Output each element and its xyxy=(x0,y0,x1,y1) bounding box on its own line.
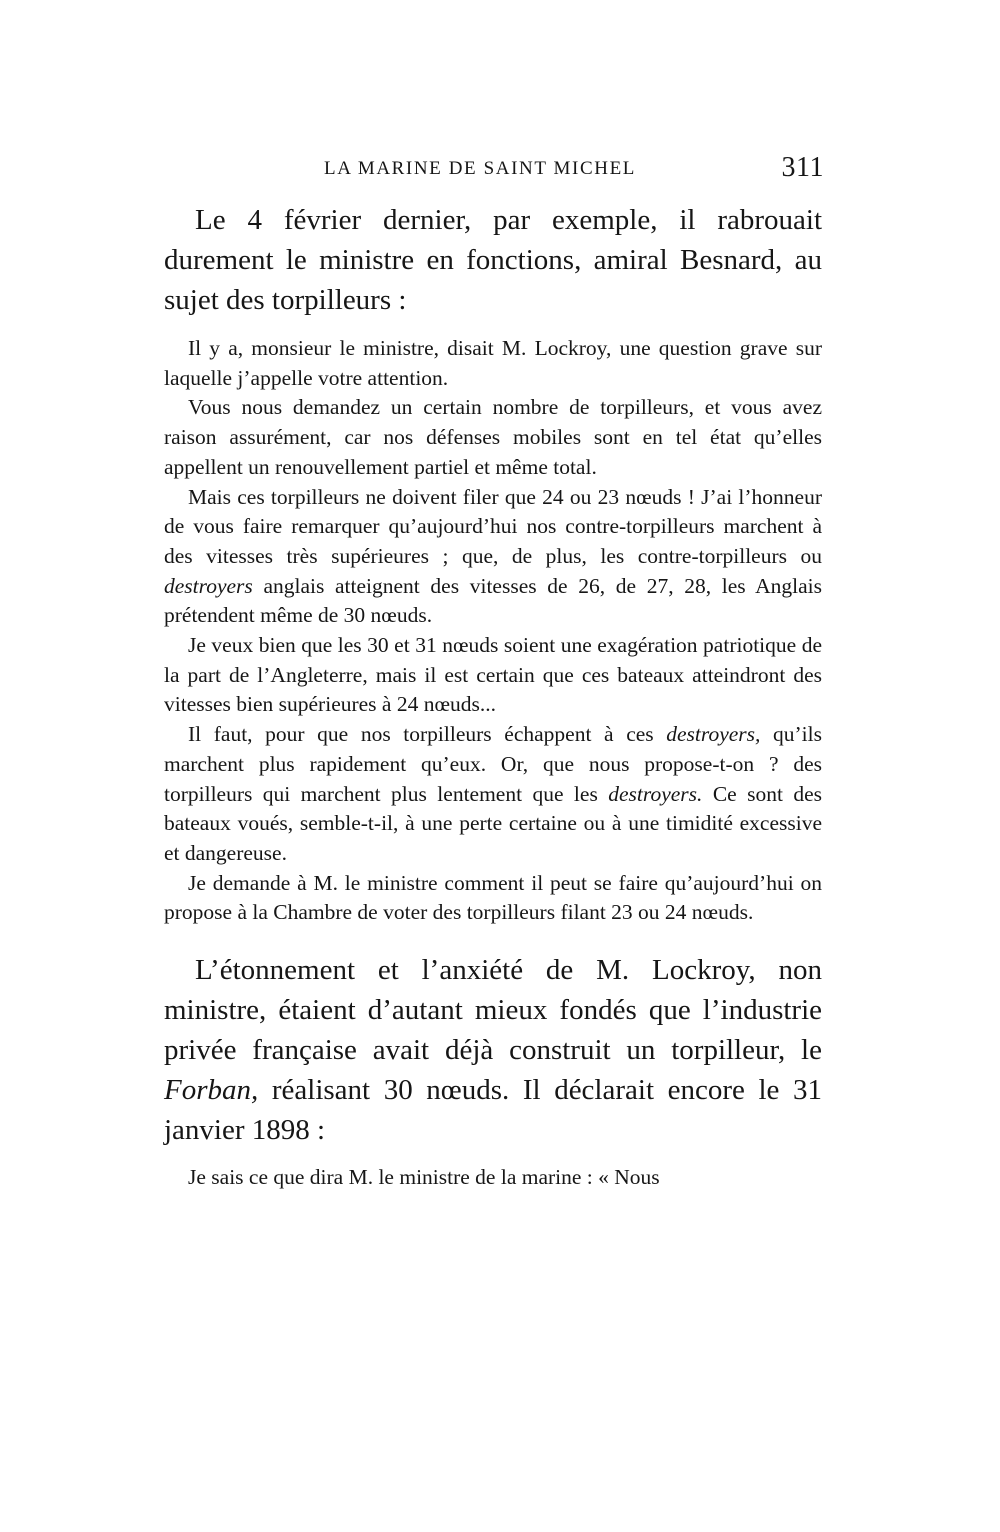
quoted-paragraph-6: Je demande à M. le ministre comment il peut se faire qu’aujourd’hui on propose à la Chambre de voter des torpilleurs filant 23 ou 24 nœuds. xyxy=(164,870,822,925)
quoted-paragraph-2: Vous nous demandez un certain nombre de torpilleurs, et vous avez raison assurément, car nos défenses mobiles sont en tel état qu’elles appellent un renouvellement partiel et même total. xyxy=(164,395,822,479)
page-body xyxy=(164,200,822,1193)
running-title: LA MARINE DE SAINT MICHEL xyxy=(324,158,636,179)
quote-5-text-2: qu’ils marchent plus rapidement qu’eux. Or, que nous propose-t-on ? des torpilleurs qui marchent plus lentement que les xyxy=(164,722,822,806)
quoted-paragraph-4: Je veux bien que les 30 et 31 nœuds soient une exagération patriotique de la part de l’Angleterre, mais il est certain que ces bateaux atteindront des vitesses bien supérieures à 24 nœuds... xyxy=(164,633,822,717)
commentary-paragraph xyxy=(164,950,822,1150)
quoted-paragraph-1: Il y a, monsieur le ministre, disait M. Lockroy, une question grave sur laquelle j’appelle votre attention. xyxy=(164,336,822,390)
commentary-text-1: L’étonnement et l’anxiété de M. Lockroy, non ministre, étaient d’autant mieux fondés que l’industrie privée française avait déjà construit un torpilleur, le xyxy=(164,954,822,1067)
final-quote-line: Je sais ce que dira M. le ministre de la marine : « Nous xyxy=(188,1165,660,1190)
quote-3-text-1: Mais ces torpilleurs ne doivent filer que 24 ou 23 nœuds ! J’ai l’honneur de vous faire remarquer qu’aujourd’hui nos contre-torpilleurs marchent à des vitesses très supérieures ; que, de plus, les contre-torpilleurs ou xyxy=(164,484,822,568)
quote-3-text-2: anglais atteignent des vitesses de 26, de 27, 28, les Anglais prétendent même de 30 nœuds. xyxy=(164,573,822,628)
running-header xyxy=(164,152,824,188)
intro-paragraph: Le 4 février dernier, par exemple, il rabrouait durement le ministre en fonctions, amiral Besnard, au sujet des torpilleurs : xyxy=(164,204,822,316)
quote-5-text-1: Il faut, pour que nos torpilleurs échappent à ces xyxy=(188,722,654,747)
quote-5-text-3: Ce sont des bateaux voués, semble-t-il, à une perte certaine ou à une timidité excessive et dangereuse. xyxy=(164,781,823,865)
destroyers-term-first: destroyers, xyxy=(666,722,761,747)
destroyers-term: destroyers xyxy=(164,573,253,598)
page-number: 311 xyxy=(781,152,824,183)
commentary-text-2: réalisant 30 nœuds. Il déclarait encore le 31 janvier 1898 : xyxy=(164,1074,823,1147)
destroyers-term-second: destroyers. xyxy=(608,781,703,806)
quoted-paragraph-3 xyxy=(164,483,822,632)
quoted-paragraph-5 xyxy=(164,720,822,869)
forban-ship-name: Forban, xyxy=(164,1074,259,1107)
